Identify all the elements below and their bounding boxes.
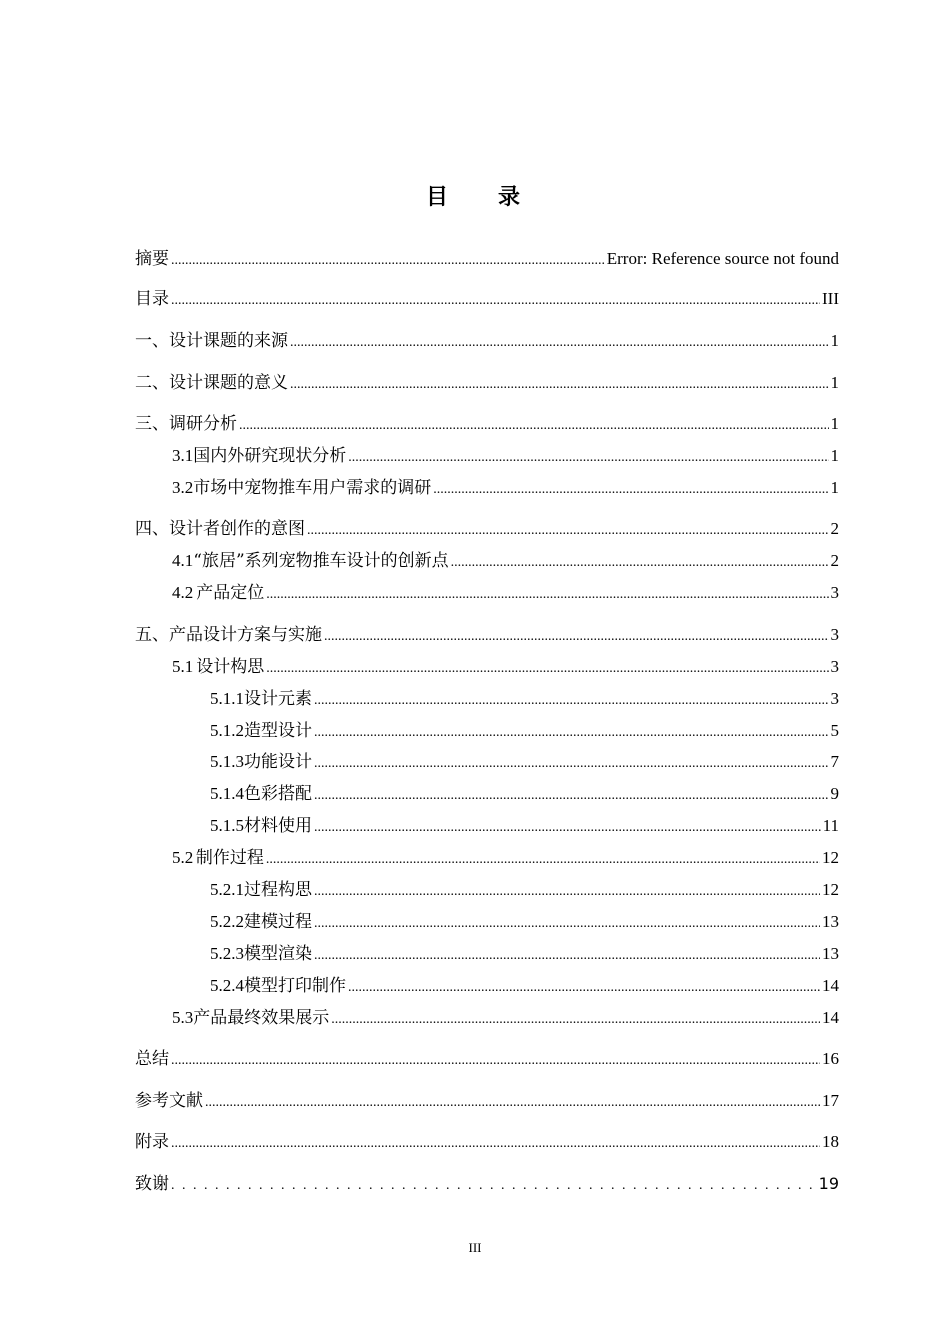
- toc-entry-label: 功能设计: [244, 752, 312, 772]
- toc-entry-page: 16: [822, 1049, 839, 1068]
- toc-entry-5-2-1[interactable]: [135, 878, 839, 902]
- toc-entry-appendix[interactable]: [135, 1130, 839, 1154]
- toc-entry-page: 1: [830, 478, 839, 497]
- toc-entry-label: 设计构思: [196, 657, 265, 677]
- toc-entry-label: 附录: [135, 1132, 169, 1152]
- dot-leader: [451, 551, 829, 575]
- toc-entry-contents[interactable]: [135, 287, 839, 311]
- dot-leader: [433, 478, 828, 502]
- toc-entry-page: 14: [822, 1008, 839, 1027]
- toc-entry-number: 3.1: [172, 446, 194, 465]
- toc-entry-label: 模型打印制作: [244, 976, 346, 996]
- toc-entry-page: 12: [822, 848, 839, 867]
- toc-entry-number: 5.2.1: [210, 880, 244, 899]
- toc-entry-page: 1: [830, 414, 839, 433]
- toc-entry-label: 摘要: [135, 249, 169, 269]
- dot-leader: [331, 1008, 820, 1032]
- toc-entry-section-5[interactable]: [135, 623, 839, 647]
- dot-leader: [290, 331, 829, 355]
- toc-entry-label: 产品定位: [196, 583, 265, 603]
- toc-entry-label: “旅居”系列宠物推车设计的创新点: [193, 551, 449, 571]
- dot-leader: [314, 944, 820, 968]
- page-title: [0, 180, 950, 211]
- toc-entry-page: 3: [830, 689, 839, 708]
- dot-leader: [348, 976, 820, 1000]
- toc-entry-5-1-5[interactable]: [135, 814, 839, 838]
- dot-leader: [348, 446, 828, 470]
- toc-entry-label: 建模过程: [244, 912, 312, 932]
- toc-entry-page: 3: [830, 625, 839, 644]
- toc-entry-number: 3.2: [172, 478, 194, 497]
- toc-entry-label: 模型渲染: [244, 944, 312, 964]
- toc-entry-number: 5.1: [172, 657, 194, 676]
- toc-entry-page: 13: [822, 912, 839, 931]
- toc-entry-page: 14: [822, 976, 839, 995]
- dot-leader: [290, 373, 829, 397]
- toc-entry-5-1-4[interactable]: [135, 782, 839, 806]
- dot-leader: [171, 1132, 820, 1156]
- toc-entry-page: 9: [830, 784, 839, 803]
- dot-leader: [324, 625, 829, 649]
- dot-leader: [171, 289, 820, 313]
- toc-entry-5-2[interactable]: [135, 846, 839, 870]
- toc-entry-number: 5.2: [172, 848, 194, 867]
- dot-leader: [314, 689, 829, 713]
- toc-entry-number: 5.3: [172, 1008, 194, 1027]
- toc-entry-number: 5.1.2: [210, 721, 244, 740]
- dot-leader: [171, 249, 605, 273]
- toc-entry-section-1[interactable]: [135, 329, 839, 353]
- toc-entry-label: 过程构思: [244, 880, 312, 900]
- dot-leader: [314, 880, 820, 904]
- toc-entry-page: 12: [822, 880, 839, 899]
- toc-entry-label: 总结: [135, 1049, 169, 1069]
- dot-leader: [314, 816, 821, 840]
- toc-entry-section-3[interactable]: [135, 412, 839, 436]
- title-char-1: 目: [425, 185, 452, 210]
- toc-entry-page: 19: [818, 1174, 839, 1193]
- dot-leader: [314, 912, 820, 936]
- title-char-2: 录: [498, 185, 525, 210]
- toc-entry-label: 产品最终效果展示: [193, 1008, 330, 1028]
- toc-entry-section-4[interactable]: [135, 517, 839, 541]
- toc-entry-5-2-2[interactable]: [135, 910, 839, 934]
- toc-entry-page: 18: [822, 1132, 839, 1151]
- toc-entry-acknowledgements[interactable]: [135, 1172, 839, 1196]
- toc-entry-5-1-1[interactable]: [135, 687, 839, 711]
- toc-entry-number: 5.2.2: [210, 912, 244, 931]
- toc-entry-page: 3: [830, 583, 839, 602]
- toc-entry-label: 材料使用: [244, 816, 312, 836]
- toc-entry-number: 5.1.3: [210, 752, 244, 771]
- toc-entry-page: 5: [830, 721, 839, 740]
- dot-leader: [239, 414, 829, 438]
- toc-entry-label: 参考文献: [135, 1091, 203, 1111]
- toc-entry-label: 造型设计: [244, 721, 312, 741]
- toc-entry-4-2[interactable]: [135, 581, 839, 605]
- toc-entry-3-2[interactable]: [135, 476, 839, 500]
- toc-entry-page: 1: [830, 446, 839, 465]
- toc-entry-number: 5.1.1: [210, 689, 244, 708]
- toc-entry-number: 5.2.4: [210, 976, 244, 995]
- toc-entry-label: 国内外研究现状分析: [193, 446, 347, 466]
- toc-entry-page: 3: [830, 657, 839, 676]
- toc-entry-label: 四、设计者创作的意图: [135, 519, 305, 539]
- toc-entry-label: 二、设计课题的意义: [135, 373, 288, 393]
- toc-entry-label: 一、设计课题的来源: [135, 331, 288, 351]
- toc-entry-page: 2: [830, 551, 839, 570]
- toc-entry-page: Error: Reference source not found: [606, 249, 839, 268]
- dot-leader: [314, 721, 829, 745]
- dot-leader: [266, 848, 820, 872]
- toc-entry-page: 17: [822, 1091, 839, 1110]
- toc-entry-summary[interactable]: [135, 1047, 839, 1071]
- toc-entry-number: 4.1: [172, 551, 194, 570]
- dot-leader: [266, 657, 828, 681]
- toc-entry-section-2[interactable]: [135, 371, 839, 395]
- toc-entry-page: III: [822, 289, 839, 308]
- dot-leader: [266, 583, 828, 607]
- toc-entry-label: 制作过程: [195, 848, 264, 868]
- dot-leader: [314, 784, 829, 808]
- toc-entry-5-3[interactable]: [135, 1006, 839, 1030]
- toc-entry-number: 4.2: [172, 583, 194, 602]
- toc-entry-label: 色彩搭配: [244, 784, 312, 804]
- dot-leader: [307, 519, 829, 543]
- toc-entry-page: 13: [822, 944, 839, 963]
- toc-entry-5-1-3[interactable]: [135, 750, 839, 774]
- toc-entry-label: 目录: [135, 289, 169, 309]
- toc-entry-page: 7: [830, 752, 839, 771]
- toc-entry-number: 5.1.5: [210, 816, 244, 835]
- toc-entry-references[interactable]: [135, 1089, 839, 1113]
- toc-entry-number: 5.2.3: [210, 944, 244, 963]
- toc-entry-label: 五、产品设计方案与实施: [135, 625, 322, 645]
- page-number-footer: III: [468, 1240, 482, 1255]
- toc-entry-5-2-4[interactable]: [135, 974, 839, 998]
- toc-entry-label: 市场中宠物推车用户需求的调研: [193, 478, 432, 498]
- dot-leader: [171, 1174, 817, 1198]
- toc-entry-5-2-3[interactable]: [135, 942, 839, 966]
- dot-leader: [205, 1091, 820, 1115]
- dot-leader: [171, 1049, 820, 1073]
- toc-entry-page: 1: [830, 331, 839, 350]
- toc-entry-page: 2: [830, 519, 839, 538]
- toc-entry-page: 11: [822, 816, 839, 835]
- toc-entry-5-1[interactable]: [135, 655, 839, 679]
- toc-entry-label: 致谢: [135, 1174, 169, 1194]
- toc-entry-number: 5.1.4: [210, 784, 244, 803]
- toc-entry-label: 设计元素: [244, 689, 312, 709]
- dot-leader: [314, 752, 829, 776]
- toc-entry-5-1-2[interactable]: [135, 719, 839, 743]
- toc-entry-3-1[interactable]: [135, 444, 839, 468]
- toc-entry-label: 三、调研分析: [135, 414, 237, 434]
- toc-entry-abstract[interactable]: [135, 247, 839, 271]
- toc-entry-page: 1: [830, 373, 839, 392]
- toc-entry-4-1[interactable]: [135, 549, 839, 573]
